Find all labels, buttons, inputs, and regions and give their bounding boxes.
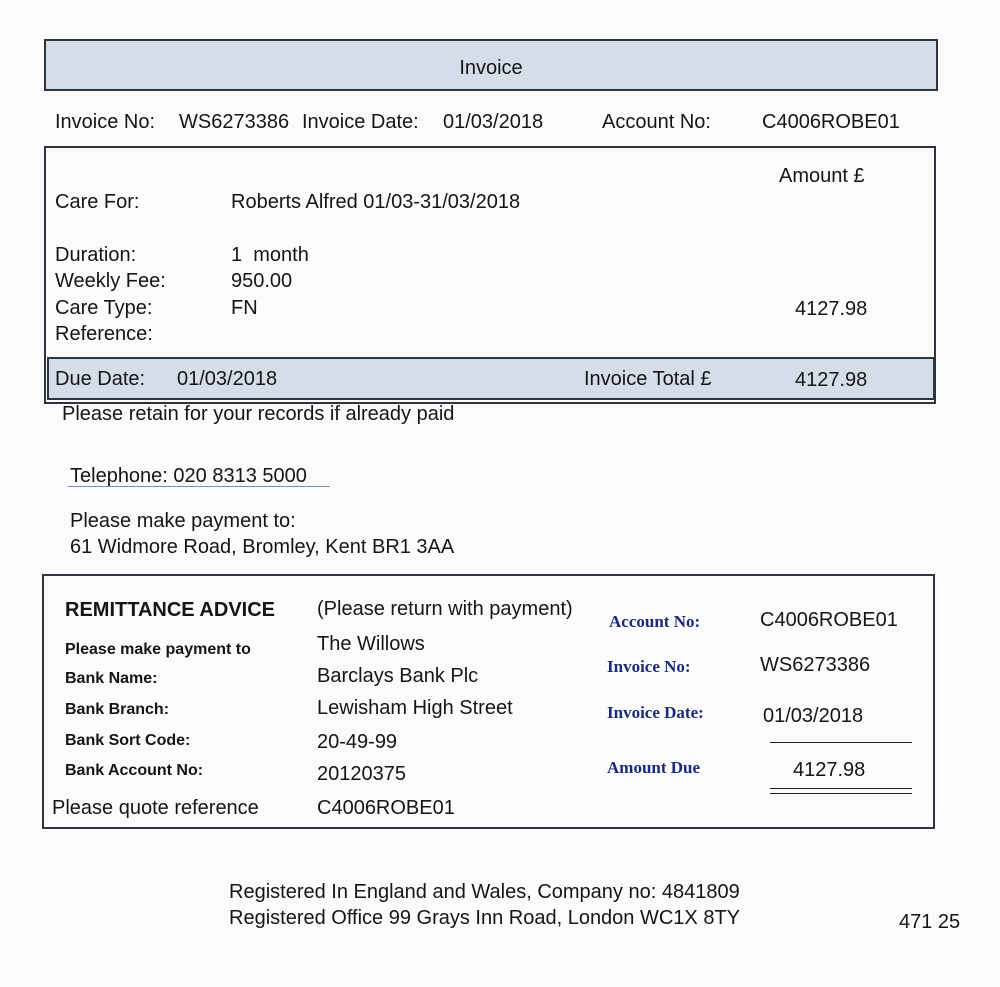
quote-ref-value: C4006ROBE01	[317, 797, 455, 819]
invoice-total-label: Invoice Total £	[584, 368, 712, 390]
sort-code-value: 20-49-99	[317, 731, 398, 753]
account-no-label: Account No:	[602, 111, 711, 133]
care-type-value: FN	[231, 297, 258, 319]
remit-invoice-label: Invoice No:	[607, 657, 691, 676]
invoice-date-value: 01/03/2018	[443, 111, 544, 133]
invoice-no-value: WS6273386	[179, 111, 290, 133]
amount-rule-top	[770, 742, 912, 743]
bank-branch-label: Bank Branch:	[65, 701, 170, 718]
remit-date-label: Invoice Date:	[607, 703, 704, 722]
remit-account-value: C4006ROBE01	[760, 609, 898, 631]
invoice-no-label: Invoice No:	[55, 111, 156, 133]
due-date-label: Due Date:	[55, 368, 146, 390]
account-no-value: C4006ROBE01	[762, 111, 900, 133]
bank-name-value: Barclays Bank Plc	[317, 665, 479, 687]
duration-label: Duration:	[55, 244, 137, 266]
invoice-title: Invoice	[459, 57, 523, 79]
bank-account-label: Bank Account No:	[65, 762, 204, 779]
weekly-fee-value: 950.00	[231, 270, 293, 292]
bank-account-value: 20120375	[317, 763, 406, 785]
remittance-subtitle: (Please return with payment)	[317, 598, 573, 620]
amount-double-rule-2	[770, 793, 912, 794]
due-date-value: 01/03/2018	[177, 368, 278, 390]
amount-double-rule-1	[770, 788, 912, 789]
telephone-underline	[68, 486, 330, 487]
duration-value: 1 month	[231, 244, 309, 266]
registered-office: Registered Office 99 Grays Inn Road, London WC1X 8TY	[229, 907, 741, 929]
remit-account-label: Account No:	[609, 612, 701, 631]
remit-amount-value: 4127.98	[793, 759, 866, 781]
quote-ref-label: Please quote reference	[52, 797, 259, 819]
amount-header: Amount £	[779, 165, 865, 187]
pay-to-label: Please make payment to	[65, 641, 251, 658]
page-code: 471 25	[899, 911, 961, 933]
invoice-date-label: Invoice Date:	[302, 111, 419, 133]
reference-label: Reference:	[55, 323, 153, 345]
sort-code-label: Bank Sort Code:	[65, 732, 191, 749]
remit-invoice-value: WS6273386	[760, 654, 871, 676]
payment-to-label: Please make payment to:	[70, 510, 296, 532]
weekly-fee-label: Weekly Fee:	[55, 270, 166, 292]
pay-to-value: The Willows	[317, 633, 425, 655]
care-for-label: Care For:	[55, 191, 140, 213]
remittance-title: REMITTANCE ADVICE	[65, 599, 275, 621]
invoice-total-value: 4127.98	[795, 369, 868, 391]
remit-date-value: 01/03/2018	[763, 705, 864, 727]
invoice-title-bar	[44, 39, 938, 91]
care-for-value: Roberts Alfred 01/03-31/03/2018	[231, 191, 521, 213]
bank-branch-value: Lewisham High Street	[317, 697, 513, 719]
retain-note: Please retain for your records if already paid	[62, 403, 455, 425]
care-amount: 4127.98	[795, 298, 868, 320]
registered-company: Registered In England and Wales, Company no: 4841809	[229, 881, 740, 903]
care-type-label: Care Type:	[55, 297, 153, 319]
bank-name-label: Bank Name:	[65, 670, 158, 687]
telephone: Telephone: 020 8313 5000	[70, 465, 307, 487]
payment-address: 61 Widmore Road, Bromley, Kent BR1 3AA	[70, 536, 455, 558]
remit-amount-label: Amount Due	[607, 758, 701, 777]
